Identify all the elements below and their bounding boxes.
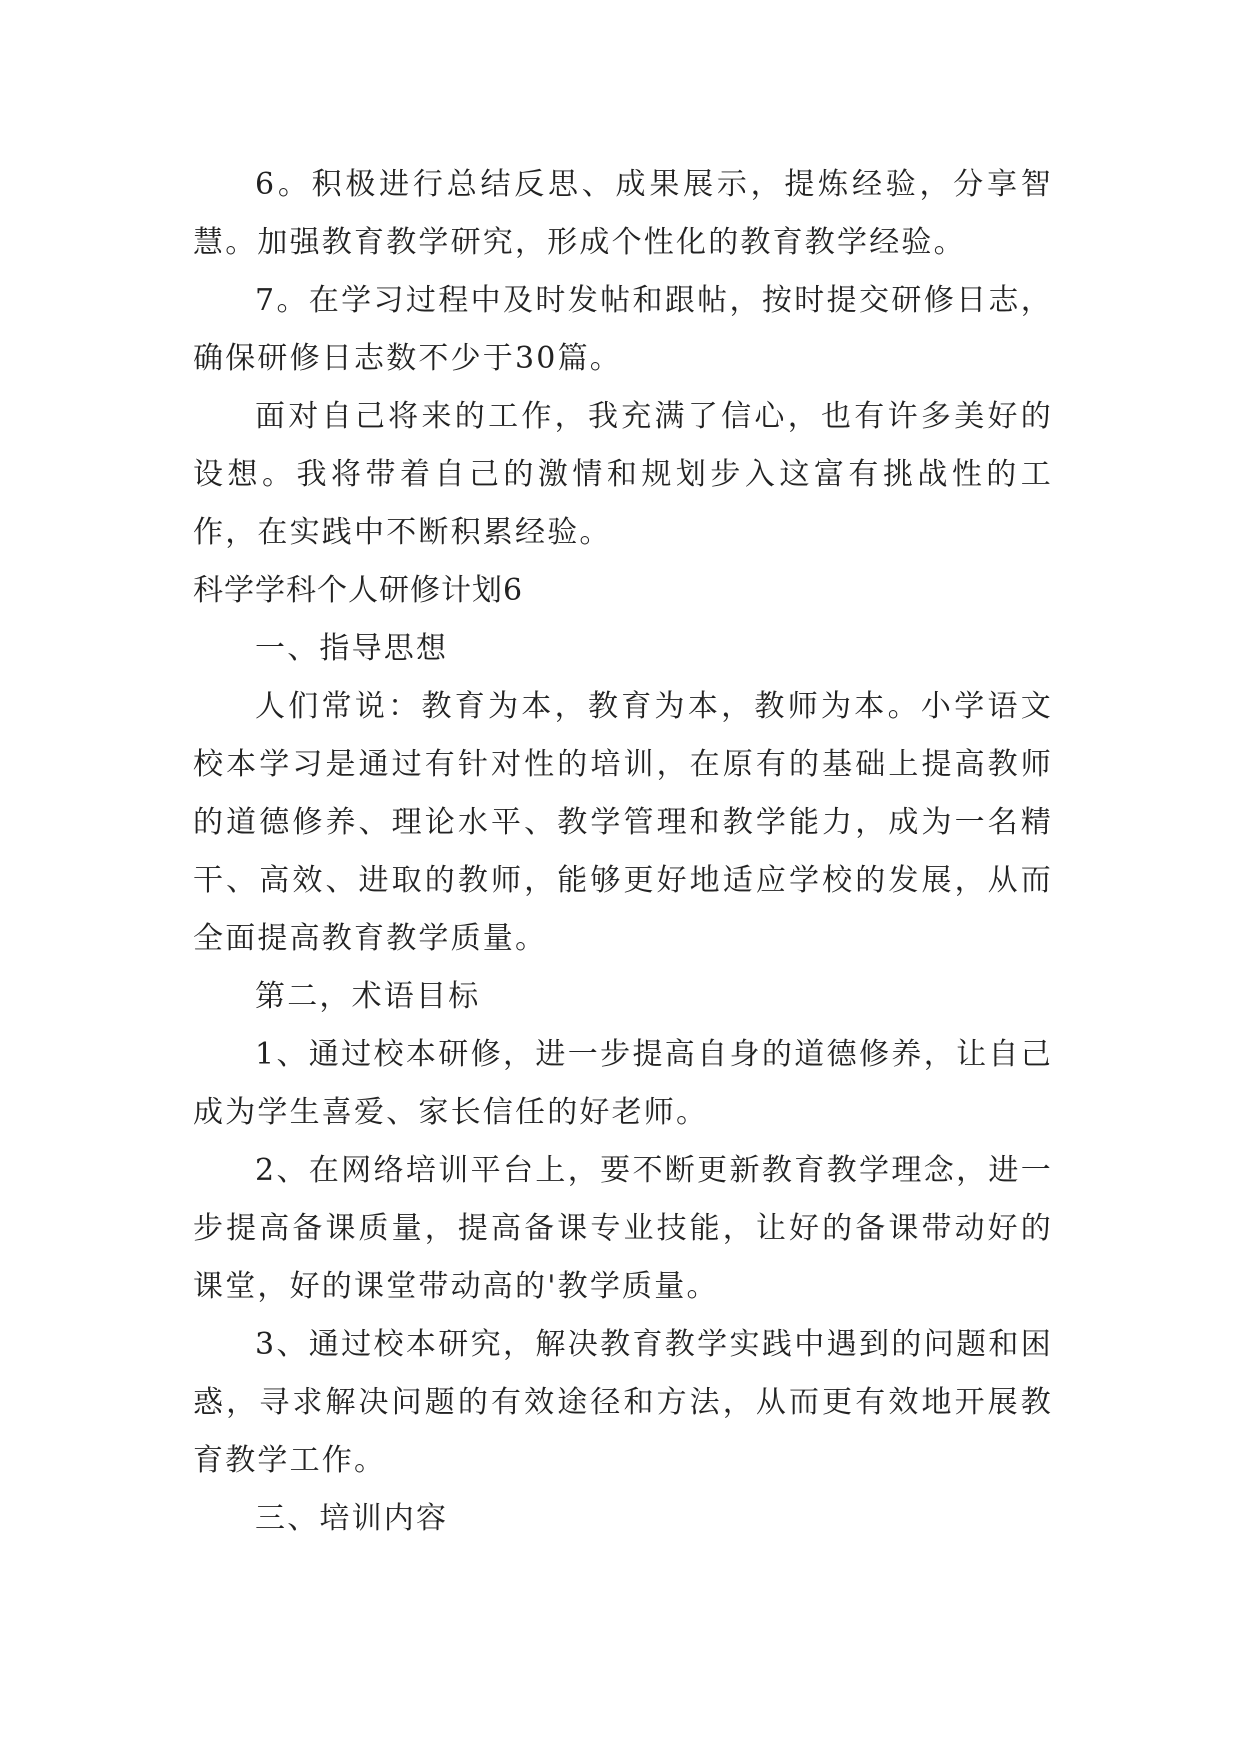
paragraph-guiding-thought: 人们常说：教育为本，教育为本，教师为本。小学语文校本学习是通过有针对性的培训，在原有的基础上提高教师的道德修养、理论水平、教学管理和教学能力，成为一名精干、高效、进取的教师，能够更好地适应学校的发展，从而全面提高教育教学质量。 (193, 689, 1053, 956)
paragraph-goal-2: 2、在网络培训平台上，要不断更新教育教学理念，进一步提高备课质量，提高备课专业技能，让好的备课带动好的课堂，好的课堂带动高的'教学质量。 (193, 1153, 1053, 1304)
paragraph-goal-3: 3、通过校本研究，解决教育教学实践中遇到的问题和困惑，寻求解决问题的有效途径和方法，从而更有效地开展教育教学工作。 (193, 1327, 1053, 1478)
paragraph-goal-1: 1、通过校本研修，进一步提高自身的道德修养，让自己成为学生喜爱、家长信任的好老师。 (193, 1037, 1053, 1130)
subheading-guiding-thought: 一、指导思想 (255, 631, 449, 666)
section-title: 科学学科个人研修计划6 (193, 573, 524, 608)
subheading-goals: 第二，术语目标 (255, 979, 481, 1014)
document-body (193, 156, 1053, 1548)
paragraph-item-7: 7。在学习过程中及时发帖和跟帖，按时提交研修日志，确保研修日志数不少于30篇。 (193, 283, 1053, 376)
paragraph-item-6: 6。积极进行总结反思、成果展示，提炼经验，分享智慧。加强教育教学研究，形成个性化的教育教学经验。 (193, 167, 1053, 260)
subheading-training-content: 三、培训内容 (255, 1501, 449, 1536)
paragraph-conclusion: 面对自己将来的工作，我充满了信心，也有许多美好的设想。我将带着自己的激情和规划步入这富有挑战性的工作，在实践中不断积累经验。 (193, 399, 1053, 550)
